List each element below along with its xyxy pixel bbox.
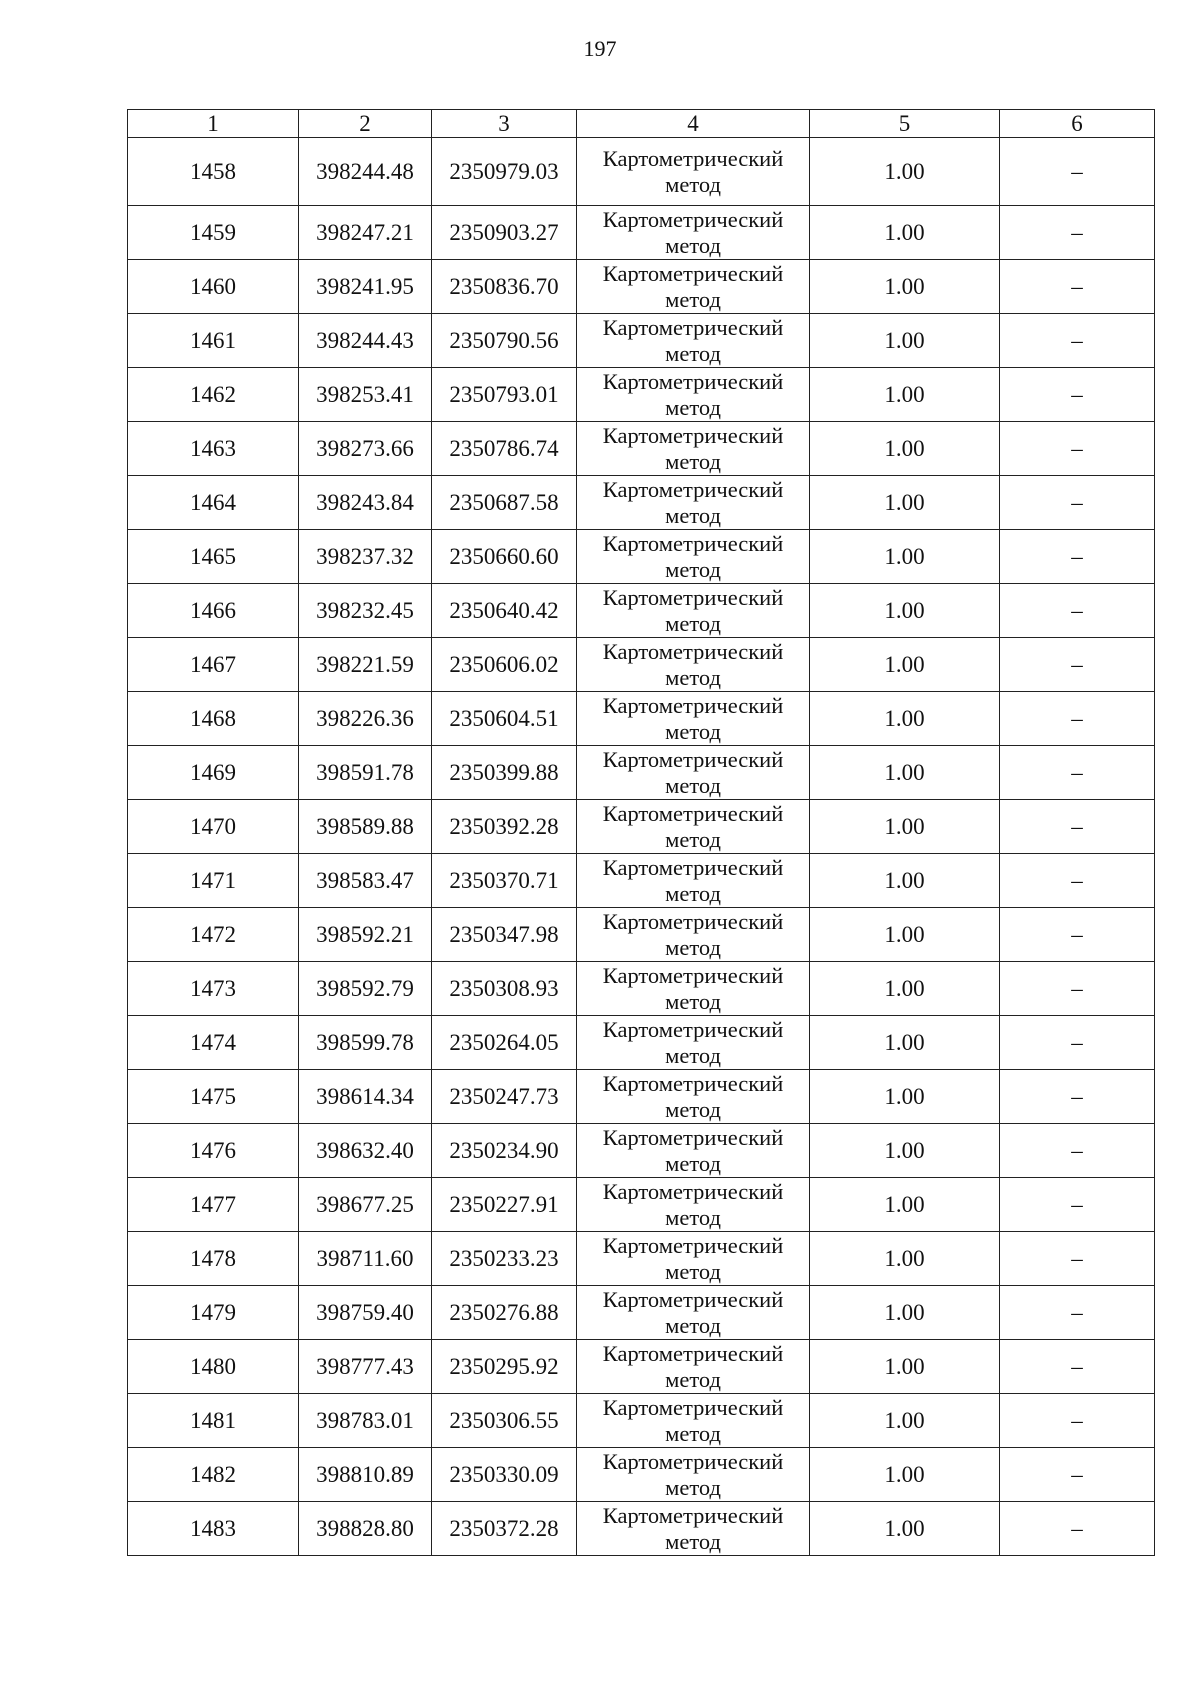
point-number-cell: 1461 <box>128 314 299 368</box>
accuracy-cell: 1.00 <box>810 1448 1000 1502</box>
x-coordinate-cell: 398810.89 <box>299 1448 432 1502</box>
point-number-cell: 1483 <box>128 1502 299 1556</box>
y-coordinate-cell: 2350604.51 <box>432 692 577 746</box>
y-coordinate-cell: 2350687.58 <box>432 476 577 530</box>
method-line-1: Картометрический <box>602 1070 784 1096</box>
table-row <box>128 1502 1155 1556</box>
note-cell: – <box>1000 1340 1155 1394</box>
method-cell <box>577 1340 810 1394</box>
accuracy-cell: 1.00 <box>810 1124 1000 1178</box>
x-coordinate-cell: 398677.25 <box>299 1178 432 1232</box>
method-cell <box>577 1394 810 1448</box>
method-line-1: Картометрический <box>602 854 784 880</box>
x-coordinate-cell: 398221.59 <box>299 638 432 692</box>
method-cell <box>577 260 810 314</box>
y-coordinate-cell: 2350979.03 <box>432 138 577 206</box>
x-coordinate-cell: 398226.36 <box>299 692 432 746</box>
x-coordinate-cell: 398591.78 <box>299 746 432 800</box>
y-coordinate-cell: 2350247.73 <box>432 1070 577 1124</box>
y-coordinate-cell: 2350276.88 <box>432 1286 577 1340</box>
method-line-2: метод <box>665 826 721 852</box>
accuracy-cell: 1.00 <box>810 854 1000 908</box>
method-cell <box>577 908 810 962</box>
header-col-3: 3 <box>432 110 577 138</box>
point-number-cell: 1474 <box>128 1016 299 1070</box>
note-cell: – <box>1000 584 1155 638</box>
method-cell <box>577 1124 810 1178</box>
method-line-2: метод <box>665 934 721 960</box>
x-coordinate-cell: 398711.60 <box>299 1232 432 1286</box>
method-cell <box>577 692 810 746</box>
y-coordinate-cell: 2350640.42 <box>432 584 577 638</box>
point-number-cell: 1468 <box>128 692 299 746</box>
note-cell: – <box>1000 1232 1155 1286</box>
note-cell: – <box>1000 368 1155 422</box>
x-coordinate-cell: 398244.43 <box>299 314 432 368</box>
y-coordinate-cell: 2350903.27 <box>432 206 577 260</box>
table-row <box>128 476 1155 530</box>
table-row <box>128 260 1155 314</box>
point-number-cell: 1479 <box>128 1286 299 1340</box>
table-row <box>128 1340 1155 1394</box>
method-cell <box>577 854 810 908</box>
point-number-cell: 1463 <box>128 422 299 476</box>
x-coordinate-cell: 398237.32 <box>299 530 432 584</box>
method-line-1: Картометрический <box>602 962 784 988</box>
point-number-cell: 1475 <box>128 1070 299 1124</box>
x-coordinate-cell: 398583.47 <box>299 854 432 908</box>
y-coordinate-cell: 2350836.70 <box>432 260 577 314</box>
note-cell: – <box>1000 854 1155 908</box>
accuracy-cell: 1.00 <box>810 260 1000 314</box>
method-cell <box>577 1232 810 1286</box>
table-row <box>128 422 1155 476</box>
table-row <box>128 746 1155 800</box>
table-body <box>128 138 1155 1556</box>
method-cell <box>577 1286 810 1340</box>
note-cell: – <box>1000 962 1155 1016</box>
table-row <box>128 138 1155 206</box>
table-row <box>128 692 1155 746</box>
method-cell <box>577 368 810 422</box>
method-line-2: метод <box>665 232 721 258</box>
method-cell <box>577 1070 810 1124</box>
accuracy-cell: 1.00 <box>810 1394 1000 1448</box>
accuracy-cell: 1.00 <box>810 422 1000 476</box>
method-line-1: Картометрический <box>602 1232 784 1258</box>
y-coordinate-cell: 2350306.55 <box>432 1394 577 1448</box>
method-cell <box>577 1502 810 1556</box>
x-coordinate-cell: 398632.40 <box>299 1124 432 1178</box>
table-row <box>128 530 1155 584</box>
y-coordinate-cell: 2350227.91 <box>432 1178 577 1232</box>
header-col-1: 1 <box>128 110 299 138</box>
method-line-2: метод <box>665 1204 721 1230</box>
table-row <box>128 1070 1155 1124</box>
x-coordinate-cell: 398614.34 <box>299 1070 432 1124</box>
accuracy-cell: 1.00 <box>810 1502 1000 1556</box>
table-row <box>128 962 1155 1016</box>
point-number-cell: 1472 <box>128 908 299 962</box>
table-header <box>128 110 1155 138</box>
accuracy-cell: 1.00 <box>810 530 1000 584</box>
table-row <box>128 1286 1155 1340</box>
y-coordinate-cell: 2350308.93 <box>432 962 577 1016</box>
accuracy-cell: 1.00 <box>810 206 1000 260</box>
point-number-cell: 1465 <box>128 530 299 584</box>
table-row <box>128 1232 1155 1286</box>
method-line-2: метод <box>665 1366 721 1392</box>
method-line-1: Картометрический <box>602 800 784 826</box>
method-line-1: Картометрический <box>602 476 784 502</box>
x-coordinate-cell: 398828.80 <box>299 1502 432 1556</box>
table-row <box>128 206 1155 260</box>
accuracy-cell: 1.00 <box>810 476 1000 530</box>
point-number-cell: 1459 <box>128 206 299 260</box>
method-line-2: метод <box>665 1528 721 1554</box>
method-line-1: Картометрический <box>602 1178 784 1204</box>
method-cell <box>577 206 810 260</box>
y-coordinate-cell: 2350330.09 <box>432 1448 577 1502</box>
x-coordinate-cell: 398232.45 <box>299 584 432 638</box>
method-line-2: метод <box>665 340 721 366</box>
method-line-1: Картометрический <box>602 1340 784 1366</box>
method-line-1: Картометрический <box>602 1124 784 1150</box>
method-cell <box>577 1016 810 1070</box>
accuracy-cell: 1.00 <box>810 692 1000 746</box>
table-row <box>128 854 1155 908</box>
point-number-cell: 1481 <box>128 1394 299 1448</box>
table-row <box>128 1178 1155 1232</box>
accuracy-cell: 1.00 <box>810 1232 1000 1286</box>
method-line-2: метод <box>665 448 721 474</box>
method-cell <box>577 476 810 530</box>
method-cell <box>577 746 810 800</box>
x-coordinate-cell: 398783.01 <box>299 1394 432 1448</box>
note-cell: – <box>1000 1448 1155 1502</box>
method-cell <box>577 584 810 638</box>
accuracy-cell: 1.00 <box>810 1016 1000 1070</box>
y-coordinate-cell: 2350606.02 <box>432 638 577 692</box>
point-number-cell: 1469 <box>128 746 299 800</box>
method-line-2: метод <box>665 1312 721 1338</box>
x-coordinate-cell: 398244.48 <box>299 138 432 206</box>
y-coordinate-cell: 2350347.98 <box>432 908 577 962</box>
method-line-1: Картометрический <box>602 908 784 934</box>
header-col-2: 2 <box>299 110 432 138</box>
note-cell: – <box>1000 746 1155 800</box>
method-line-2: метод <box>665 1042 721 1068</box>
point-number-cell: 1482 <box>128 1448 299 1502</box>
y-coordinate-cell: 2350786.74 <box>432 422 577 476</box>
accuracy-cell: 1.00 <box>810 584 1000 638</box>
point-number-cell: 1467 <box>128 638 299 692</box>
y-coordinate-cell: 2350372.28 <box>432 1502 577 1556</box>
method-line-2: метод <box>665 394 721 420</box>
method-line-1: Картометрический <box>602 692 784 718</box>
method-line-2: метод <box>665 1258 721 1284</box>
x-coordinate-cell: 398592.21 <box>299 908 432 962</box>
method-line-1: Картометрический <box>602 1016 784 1042</box>
accuracy-cell: 1.00 <box>810 314 1000 368</box>
note-cell: – <box>1000 1016 1155 1070</box>
table-row <box>128 908 1155 962</box>
accuracy-cell: 1.00 <box>810 1340 1000 1394</box>
x-coordinate-cell: 398247.21 <box>299 206 432 260</box>
method-line-1: Картометрический <box>602 368 784 394</box>
method-line-2: метод <box>665 610 721 636</box>
point-number-cell: 1464 <box>128 476 299 530</box>
method-cell <box>577 530 810 584</box>
method-line-1: Картометрический <box>602 314 784 340</box>
y-coordinate-cell: 2350399.88 <box>432 746 577 800</box>
method-cell <box>577 422 810 476</box>
y-coordinate-cell: 2350392.28 <box>432 800 577 854</box>
note-cell: – <box>1000 314 1155 368</box>
accuracy-cell: 1.00 <box>810 962 1000 1016</box>
method-cell <box>577 314 810 368</box>
method-line-2: метод <box>665 502 721 528</box>
method-cell <box>577 962 810 1016</box>
method-line-1: Картометрический <box>602 584 784 610</box>
note-cell: – <box>1000 476 1155 530</box>
y-coordinate-cell: 2350295.92 <box>432 1340 577 1394</box>
method-line-2: метод <box>665 556 721 582</box>
method-line-1: Картометрический <box>602 145 784 171</box>
accuracy-cell: 1.00 <box>810 1286 1000 1340</box>
method-line-1: Картометрический <box>602 1448 784 1474</box>
header-col-5: 5 <box>810 110 1000 138</box>
method-line-1: Картометрический <box>602 206 784 232</box>
method-line-1: Картометрический <box>602 1394 784 1420</box>
point-number-cell: 1466 <box>128 584 299 638</box>
method-line-1: Картометрический <box>602 746 784 772</box>
point-number-cell: 1477 <box>128 1178 299 1232</box>
note-cell: – <box>1000 800 1155 854</box>
method-line-2: метод <box>665 772 721 798</box>
accuracy-cell: 1.00 <box>810 800 1000 854</box>
page-number: 197 <box>583 36 617 61</box>
method-line-2: метод <box>665 1474 721 1500</box>
point-number-cell: 1476 <box>128 1124 299 1178</box>
x-coordinate-cell: 398243.84 <box>299 476 432 530</box>
note-cell: – <box>1000 206 1155 260</box>
y-coordinate-cell: 2350233.23 <box>432 1232 577 1286</box>
header-col-4: 4 <box>577 110 810 138</box>
method-line-1: Картометрический <box>602 530 784 556</box>
method-line-1: Картометрический <box>602 1502 784 1528</box>
method-line-2: метод <box>665 286 721 312</box>
y-coordinate-cell: 2350264.05 <box>432 1016 577 1070</box>
y-coordinate-cell: 2350660.60 <box>432 530 577 584</box>
method-line-2: метод <box>665 880 721 906</box>
note-cell: – <box>1000 1502 1155 1556</box>
method-line-2: метод <box>665 988 721 1014</box>
note-cell: – <box>1000 260 1155 314</box>
note-cell: – <box>1000 1124 1155 1178</box>
method-line-2: метод <box>665 1096 721 1122</box>
method-line-1: Картометрический <box>602 422 784 448</box>
method-line-2: метод <box>665 664 721 690</box>
x-coordinate-cell: 398599.78 <box>299 1016 432 1070</box>
table-row <box>128 638 1155 692</box>
note-cell: – <box>1000 1070 1155 1124</box>
note-cell: – <box>1000 1178 1155 1232</box>
point-number-cell: 1462 <box>128 368 299 422</box>
x-coordinate-cell: 398253.41 <box>299 368 432 422</box>
note-cell: – <box>1000 638 1155 692</box>
x-coordinate-cell: 398241.95 <box>299 260 432 314</box>
method-line-1: Картометрический <box>602 260 784 286</box>
method-line-2: метод <box>665 171 721 197</box>
header-col-6: 6 <box>1000 110 1155 138</box>
accuracy-cell: 1.00 <box>810 138 1000 206</box>
header-row <box>128 110 1155 138</box>
y-coordinate-cell: 2350793.01 <box>432 368 577 422</box>
x-coordinate-cell: 398273.66 <box>299 422 432 476</box>
accuracy-cell: 1.00 <box>810 368 1000 422</box>
table-row <box>128 1448 1155 1502</box>
method-cell <box>577 138 810 206</box>
method-line-2: метод <box>665 718 721 744</box>
y-coordinate-cell: 2350234.90 <box>432 1124 577 1178</box>
table-row <box>128 800 1155 854</box>
y-coordinate-cell: 2350370.71 <box>432 854 577 908</box>
note-cell: – <box>1000 1286 1155 1340</box>
note-cell: – <box>1000 1394 1155 1448</box>
method-cell <box>577 1448 810 1502</box>
method-line-1: Картометрический <box>602 638 784 664</box>
note-cell: – <box>1000 422 1155 476</box>
method-line-2: метод <box>665 1150 721 1176</box>
point-number-cell: 1460 <box>128 260 299 314</box>
x-coordinate-cell: 398759.40 <box>299 1286 432 1340</box>
table-row <box>128 584 1155 638</box>
point-number-cell: 1471 <box>128 854 299 908</box>
note-cell: – <box>1000 530 1155 584</box>
table-row <box>128 314 1155 368</box>
point-number-cell: 1470 <box>128 800 299 854</box>
point-number-cell: 1478 <box>128 1232 299 1286</box>
x-coordinate-cell: 398589.88 <box>299 800 432 854</box>
accuracy-cell: 1.00 <box>810 1178 1000 1232</box>
point-number-cell: 1473 <box>128 962 299 1016</box>
x-coordinate-cell: 398777.43 <box>299 1340 432 1394</box>
method-cell <box>577 800 810 854</box>
method-line-2: метод <box>665 1420 721 1446</box>
coordinates-table <box>127 109 1155 1556</box>
point-number-cell: 1458 <box>128 138 299 206</box>
accuracy-cell: 1.00 <box>810 638 1000 692</box>
table-row <box>128 1124 1155 1178</box>
method-cell <box>577 1178 810 1232</box>
table-row <box>128 1394 1155 1448</box>
table-row <box>128 1016 1155 1070</box>
note-cell: – <box>1000 692 1155 746</box>
accuracy-cell: 1.00 <box>810 746 1000 800</box>
accuracy-cell: 1.00 <box>810 1070 1000 1124</box>
method-cell <box>577 638 810 692</box>
y-coordinate-cell: 2350790.56 <box>432 314 577 368</box>
x-coordinate-cell: 398592.79 <box>299 962 432 1016</box>
point-number-cell: 1480 <box>128 1340 299 1394</box>
method-line-1: Картометрический <box>602 1286 784 1312</box>
note-cell: – <box>1000 908 1155 962</box>
note-cell: – <box>1000 138 1155 206</box>
table-row <box>128 368 1155 422</box>
accuracy-cell: 1.00 <box>810 908 1000 962</box>
